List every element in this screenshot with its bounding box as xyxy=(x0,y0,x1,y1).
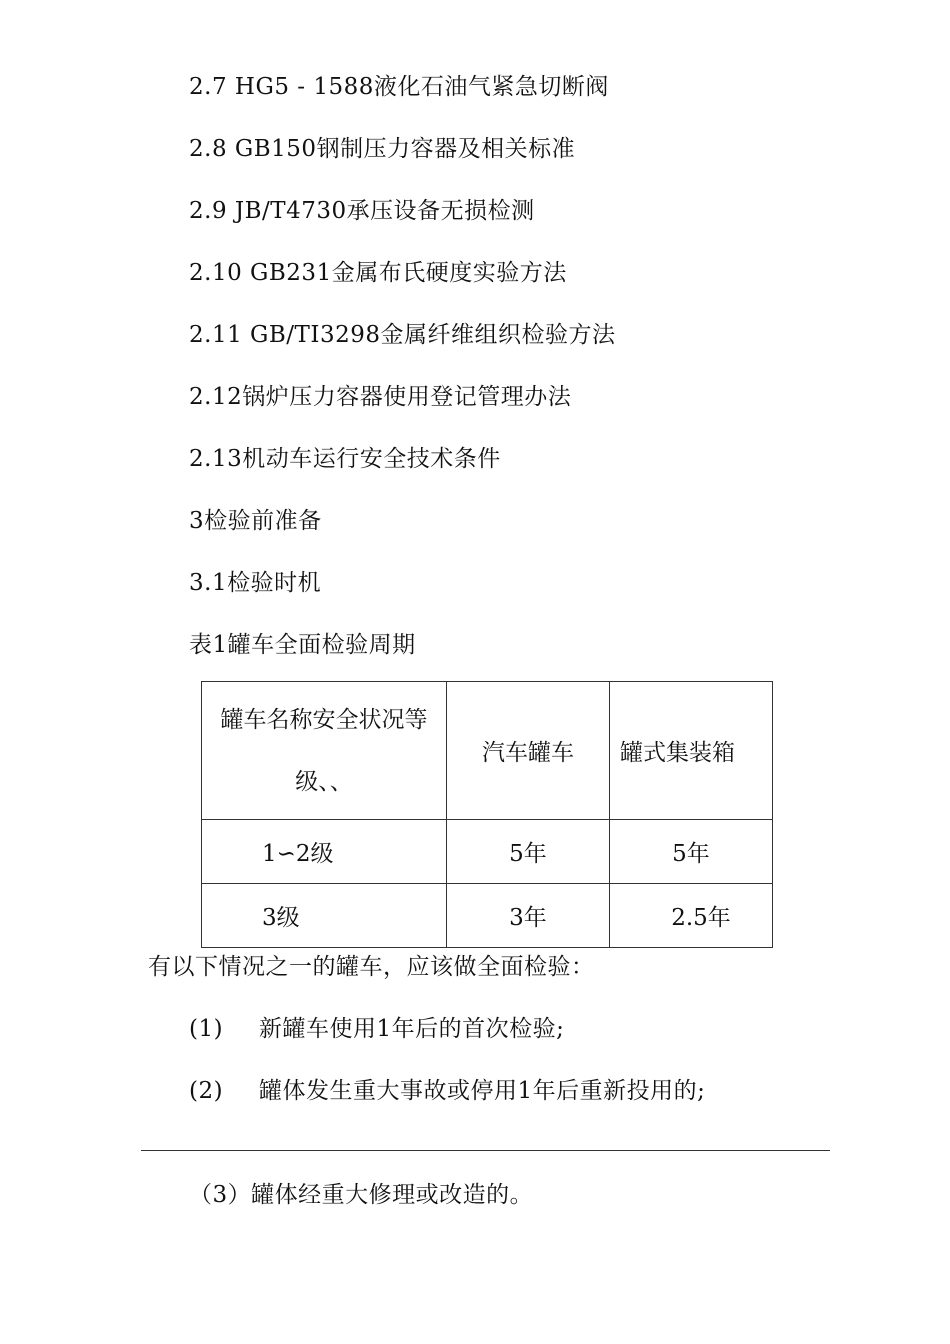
table-row xyxy=(202,884,773,948)
table-header-line: 级、、 xyxy=(295,768,353,795)
page-divider xyxy=(141,1150,830,1151)
inspection-period-table xyxy=(201,681,773,948)
section-heading: 3检验前准备 xyxy=(189,508,322,534)
condition-number: (2) xyxy=(189,1078,224,1104)
table-header-line: 罐车名称安全状况等 xyxy=(220,706,428,733)
subsection-heading: 3.1检验时机 xyxy=(189,570,322,596)
condition-text: 新罐车使用1年后的首次检验; xyxy=(259,1016,565,1042)
standard-item: 2.10 GB231金属布氏硬度实验方法 xyxy=(189,260,567,286)
standard-item: 2.9 JB/T4730承压设备无损检测 xyxy=(189,198,535,224)
table-row xyxy=(202,820,773,884)
condition-item xyxy=(189,1014,564,1044)
table-cell: 1∽2级 xyxy=(202,820,447,884)
condition-text: 罐体发生重大事故或停用1年后重新投用的; xyxy=(259,1078,706,1104)
standard-item: 2.7 HG5 - 1588液化石油气紧急切断阀 xyxy=(189,74,609,100)
table-header-cell xyxy=(202,682,447,820)
condition-item xyxy=(189,1076,705,1106)
table-cell: 2.5年 xyxy=(610,884,773,948)
standard-item: 2.12锅炉压力容器使用登记管理办法 xyxy=(189,384,572,410)
table-caption: 表1罐车全面检验周期 xyxy=(189,632,416,658)
standard-item: 2.11 GB/TI3298金属纤维组织检验方法 xyxy=(189,322,616,348)
table-cell: 5年 xyxy=(447,820,610,884)
table-cell: 3年 xyxy=(447,884,610,948)
table-cell: 5年 xyxy=(610,820,773,884)
table-header-cell: 汽车罐车 xyxy=(447,682,610,820)
condition-item: （3）罐体经重大修理或改造的。 xyxy=(189,1182,534,1208)
table-header-cell: 罐式集装箱 xyxy=(610,682,773,820)
intro-paragraph: 有以下情况之一的罐车，应该做全面检验： xyxy=(148,954,595,980)
standard-item: 2.8 GB150钢制压力容器及相关标准 xyxy=(189,136,576,162)
standard-item: 2.13机动车运行安全技术条件 xyxy=(189,446,501,472)
table-header-row xyxy=(202,682,773,820)
condition-number: (1) xyxy=(189,1016,224,1042)
table-cell: 3级 xyxy=(202,884,447,948)
